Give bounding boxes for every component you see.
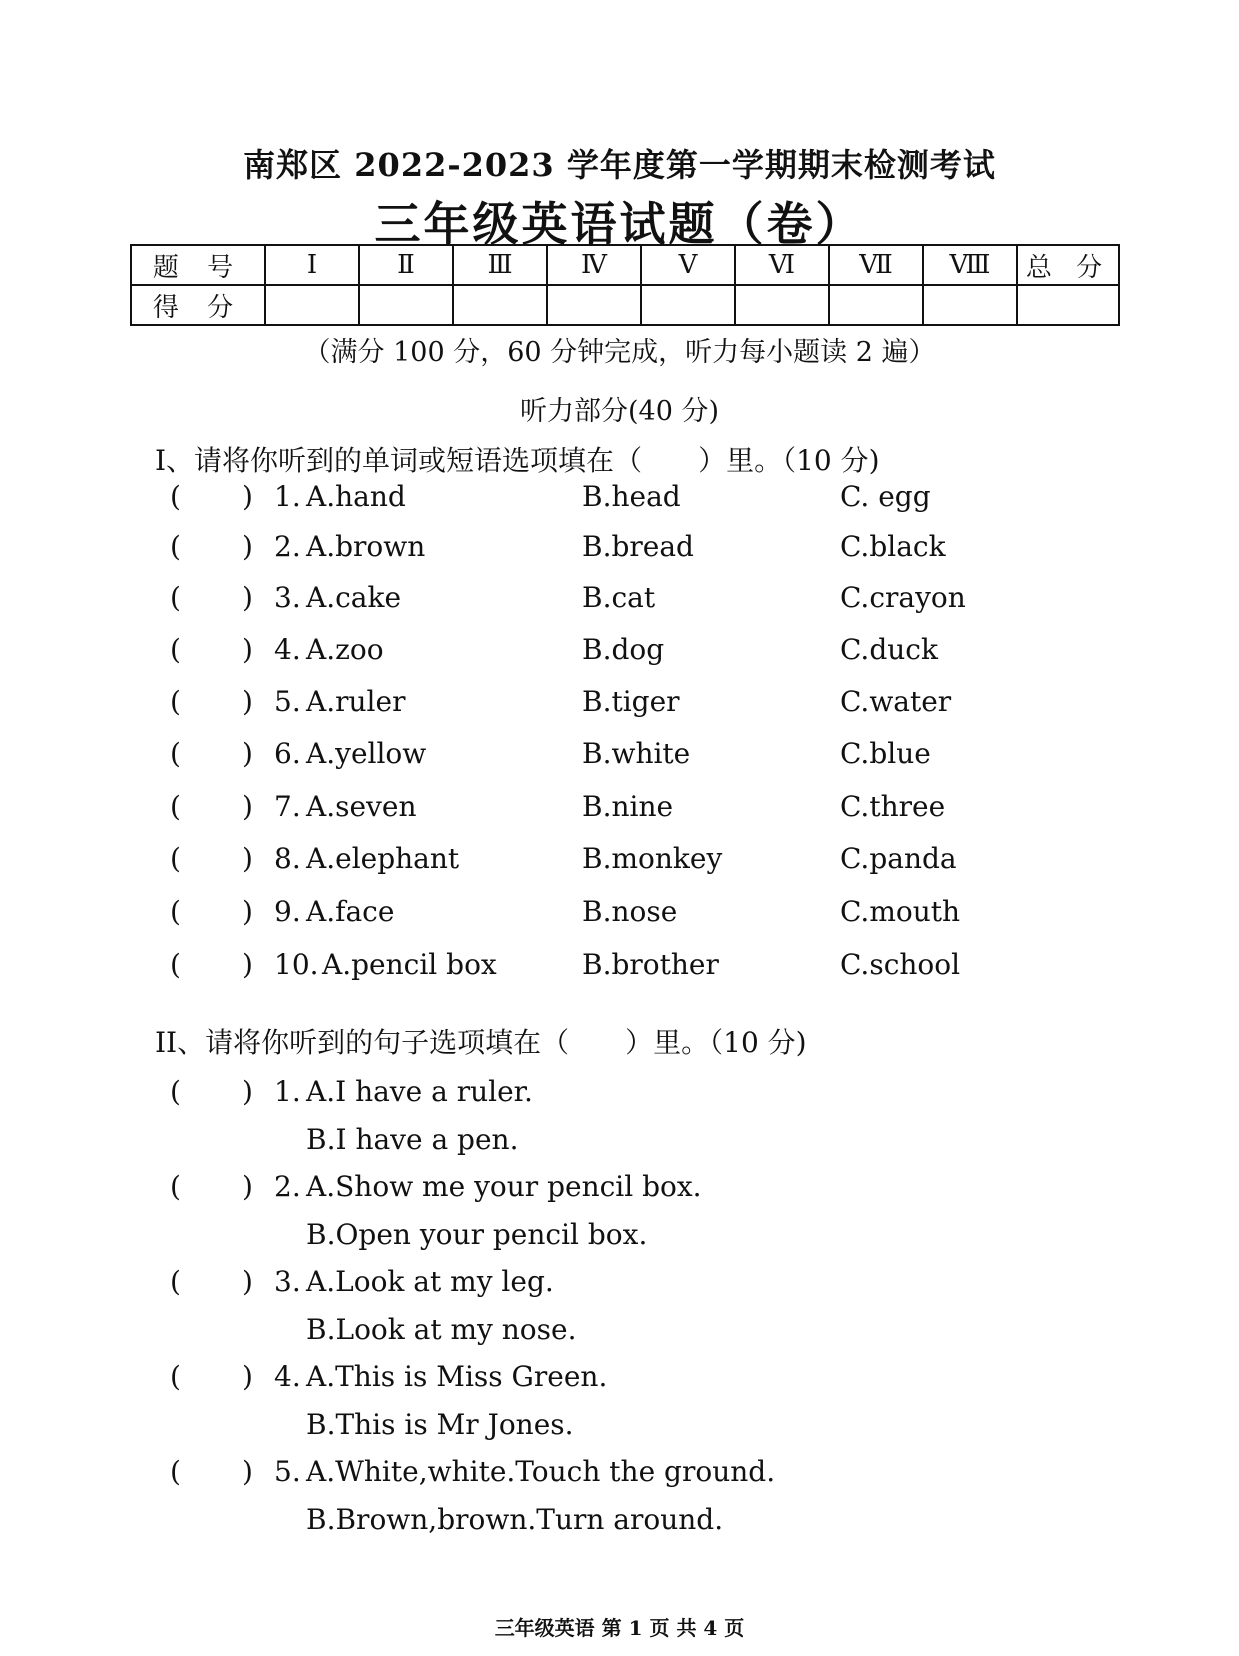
part2-heading: II、请将你听到的句子选项填在（ ）里。（10 分) [155, 1026, 807, 1059]
answer-blank[interactable]: ( [170, 633, 181, 666]
answer-blank[interactable]: ( [170, 685, 181, 718]
column-header: Ⅷ [923, 245, 1017, 285]
column-header: Ⅳ [547, 245, 641, 285]
question-number: 1. [274, 480, 301, 513]
exam-header: 南郑区 2022-2023 学年度第一学期期末检测考试 [243, 146, 996, 184]
option-c: C.crayon [840, 581, 966, 614]
answer-blank[interactable]: ( [170, 530, 181, 563]
option-b: B.Open your pencil box. [306, 1218, 648, 1251]
answer-blank[interactable]: ( [170, 581, 181, 614]
page-footer: 三年级英语 第 1 页 共 4 页 [494, 1616, 745, 1640]
answer-blank[interactable]: ( [170, 1075, 181, 1108]
option-b: B.This is Mr Jones. [306, 1408, 574, 1441]
option-a: A.hand [306, 480, 406, 513]
answer-blank[interactable]: ( [170, 948, 181, 981]
score-cell-total[interactable] [1017, 285, 1119, 325]
score-cell[interactable] [923, 285, 1017, 325]
score-cell[interactable] [359, 285, 453, 325]
option-b: B.brother [582, 948, 719, 981]
option-b: B.nine [582, 790, 674, 823]
part1-heading: I、请将你听到的单词或短语选项填在（ ）里。（10 分) [155, 444, 880, 477]
row-label-question-number: 题 号 [131, 245, 265, 285]
option-c: C.water [840, 685, 952, 718]
option-b: B.head [582, 480, 681, 513]
option-a: A.I have a ruler. [306, 1075, 533, 1108]
question-number: 3. [274, 1265, 301, 1298]
column-header-total: 总 分 [1017, 245, 1119, 285]
answer-blank[interactable]: ( [170, 790, 181, 823]
score-cell[interactable] [829, 285, 923, 325]
option-b: B.bread [582, 530, 694, 563]
row-label-score: 得 分 [131, 285, 265, 325]
option-a: A.yellow [306, 737, 427, 770]
listening-section-heading: 听力部分(40 分) [519, 396, 719, 427]
score-cell[interactable] [453, 285, 547, 325]
option-a: A.pencil box [322, 948, 497, 981]
option-c: C.mouth [840, 895, 961, 928]
question-number: 3. [274, 581, 301, 614]
option-b: B.nose [582, 895, 678, 928]
option-a: A.elephant [306, 842, 460, 875]
option-c: C.black [840, 530, 946, 563]
score-cell[interactable] [547, 285, 641, 325]
option-a: A.ruler [306, 685, 406, 718]
answer-blank[interactable]: ( [170, 737, 181, 770]
score-table [130, 244, 1120, 326]
question-number: 6. [274, 737, 301, 770]
option-a: A.This is Miss Green. [306, 1360, 608, 1393]
option-a: A.cake [306, 581, 402, 614]
question-number: 1. [274, 1075, 301, 1108]
option-a: A.brown [306, 530, 426, 563]
option-c: C.panda [840, 842, 957, 875]
option-b: B.cat [582, 581, 656, 614]
option-c: C.school [840, 948, 961, 981]
column-header: I [265, 245, 359, 285]
option-c: C.blue [840, 737, 931, 770]
answer-blank[interactable]: ( [170, 480, 181, 513]
score-table-header-row [131, 245, 1119, 285]
answer-blank[interactable]: ( [170, 1170, 181, 1203]
score-table-score-row [131, 285, 1119, 325]
answer-blank[interactable]: ( [170, 895, 181, 928]
score-cell[interactable] [265, 285, 359, 325]
option-b: B.dog [582, 633, 665, 666]
question-number: 5. [274, 1455, 301, 1488]
option-a: A.White,white.Touch the ground. [306, 1455, 776, 1488]
answer-blank[interactable]: ( [170, 1455, 181, 1488]
option-c: C.three [840, 790, 946, 823]
option-c: C.duck [840, 633, 938, 666]
option-a: A.Show me your pencil box. [306, 1170, 702, 1203]
answer-blank[interactable]: ( [170, 1360, 181, 1393]
option-b: B.I have a pen. [306, 1123, 519, 1156]
question-number: 2. [274, 530, 301, 563]
answer-blank[interactable]: ( [170, 842, 181, 875]
option-c: C. egg [840, 480, 931, 513]
option-b: B.Brown,brown.Turn around. [306, 1503, 724, 1536]
instructions: （满分 100 分，60 分钟完成，听力每小题读 2 遍） [303, 337, 936, 368]
option-a: A.zoo [306, 633, 384, 666]
option-b: B.tiger [582, 685, 680, 718]
option-b: B.white [582, 737, 691, 770]
column-header: Ⅲ [453, 245, 547, 285]
question-number: 5. [274, 685, 301, 718]
column-header: V [641, 245, 735, 285]
question-number: 10. [274, 948, 319, 981]
option-a: A.seven [306, 790, 417, 823]
column-header: Ⅶ [829, 245, 923, 285]
question-number: 4. [274, 633, 301, 666]
column-header: Ⅱ [359, 245, 453, 285]
option-a: A.Look at my leg. [306, 1265, 554, 1298]
exam-title: 三年级英语试题（卷） [374, 197, 865, 251]
question-number: 8. [274, 842, 301, 875]
question-number: 7. [274, 790, 301, 823]
option-a: A.face [306, 895, 395, 928]
option-b: B.Look at my nose. [306, 1313, 577, 1346]
question-number: 2. [274, 1170, 301, 1203]
score-cell[interactable] [641, 285, 735, 325]
score-cell[interactable] [735, 285, 829, 325]
column-header: Ⅵ [735, 245, 829, 285]
question-number: 9. [274, 895, 301, 928]
answer-blank[interactable]: ( [170, 1265, 181, 1298]
question-number: 4. [274, 1360, 301, 1393]
option-b: B.monkey [582, 842, 723, 875]
